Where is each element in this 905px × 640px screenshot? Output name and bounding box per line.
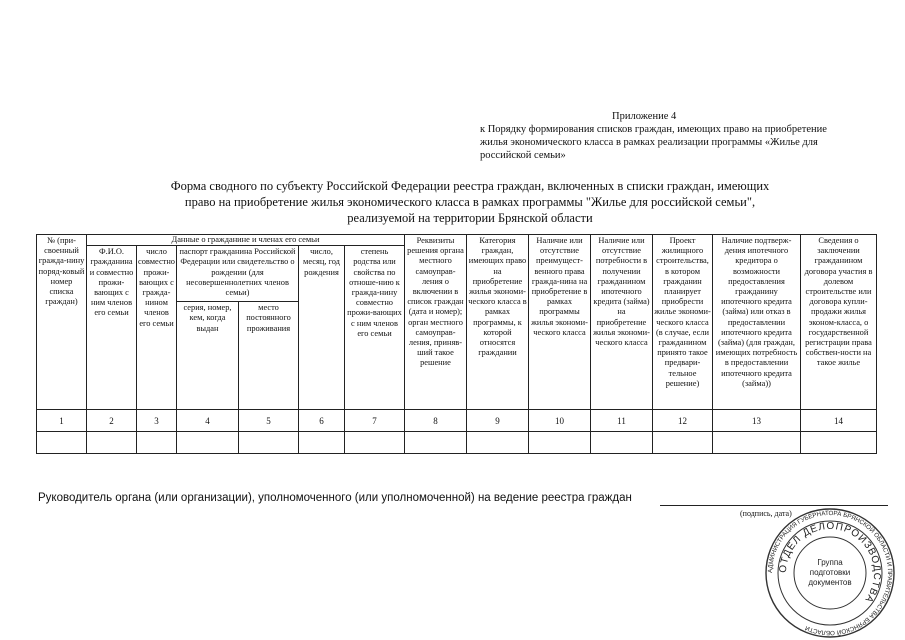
header-passport-series: серия, номер, кем, когда выдан <box>177 302 239 410</box>
column-number: 14 <box>801 410 877 432</box>
header-row-number: № (при-своенный гражда-нину поряд-ковый номер списка граждан) <box>37 235 87 410</box>
stamp-center-line: подготовки <box>809 568 851 577</box>
empty-cell <box>653 432 713 454</box>
empty-cell <box>801 432 877 454</box>
appendix-title: Приложение 4 <box>612 111 677 122</box>
signature-label: Руководитель органа (или организации), уполномоченного (или уполномоченной) на ведение реестра граждан <box>38 492 632 504</box>
empty-cell <box>529 432 591 454</box>
column-number: 3 <box>137 410 177 432</box>
empty-cell <box>405 432 467 454</box>
empty-cell <box>299 432 345 454</box>
form-title-line: право на приобретение жилья экономического класса в рамках программы "Жилье для российской семьи", <box>184 195 756 209</box>
empty-cell <box>37 432 87 454</box>
header-kinship: степень родства или свойства по отноше-нию к гражда-нину совместно прожи-вающих с ним членов его семьи <box>345 246 405 410</box>
stamp-ring-text: ОТДЕЛ ДЕЛОПРОИЗВОДСТВА <box>777 520 883 605</box>
column-number: 11 <box>591 410 653 432</box>
column-number: 10 <box>529 410 591 432</box>
header-mortgage-need: Наличие или отсутствие потребности в получении гражданином ипотечного кредита (займа) на приобретение жилья экономи-ческого класса <box>591 235 653 410</box>
official-stamp <box>760 508 900 638</box>
form-title-line: Форма сводного по субъекту Российской Федерации реестра граждан, включенных в списки граждан, имеющих <box>170 179 770 193</box>
empty-cell <box>345 432 405 454</box>
column-number: 7 <box>345 410 405 432</box>
header-mortgage-confirmation: Наличие подтверж-дения ипотечного кредитора о возможности предоставления гражданину ипотечного кредита (займа) или отказ в предоставлении ипотечного кредита (займа) (для граждан, имеющих потребность в предоставлении ипотечного кредита (займа)) <box>713 235 801 410</box>
form-title <box>120 178 820 226</box>
header-contract-info: Сведения о заключении гражданином договора участия в долевом строительстве или договора купли-продажи жилья эконом-класса, о государственной регистрации права собствен-ности на такое жилье <box>801 235 877 410</box>
header-category: Категория граждан, имеющих право на приобретение жилья экономи-ческого класса в рамках программы, к которой относятся граждании <box>467 235 529 410</box>
header-family-data: Данные о гражданине и членах его семьи <box>87 235 405 246</box>
empty-cell <box>239 432 299 454</box>
header-decision: Реквизиты решения органа местного самоуправ-ления о включении в список граждан (дата и номер); орган местного самоуправ-ления, приняв-ший такое решение <box>405 235 467 410</box>
signature-line <box>660 505 888 506</box>
empty-cell <box>137 432 177 454</box>
column-number: 4 <box>177 410 239 432</box>
column-number: 8 <box>405 410 467 432</box>
stamp-center-line: Группа <box>817 558 843 567</box>
appendix-line: российской семьи» <box>480 150 566 161</box>
header-birth-date: число, месяц, год рождения <box>299 246 345 410</box>
column-number: 6 <box>299 410 345 432</box>
column-number: 5 <box>239 410 299 432</box>
stamp-center-line: документов <box>808 578 852 587</box>
registry-table <box>36 234 877 454</box>
header-family-count: число совместно прожи-вающих с гражда-нином членов его семьи <box>137 246 177 410</box>
empty-cell <box>87 432 137 454</box>
signature-caption: (подпись, дата) <box>740 509 792 518</box>
column-number: 12 <box>653 410 713 432</box>
empty-cell <box>591 432 653 454</box>
header-priority-right: Наличие или отсутствие преимущест-венного права гражда-нина на приобретение в рамках программы жилья экономи-ческого класса <box>529 235 591 410</box>
header-full-name: Ф.И.О. гражданина и совместно прожи-вающих с ним членов его семьи <box>87 246 137 410</box>
appendix-line: к Порядку формирования списков граждан, имеющих право на приобретение <box>480 124 827 135</box>
empty-data-row <box>37 432 877 454</box>
empty-cell <box>713 432 801 454</box>
header-housing-project: Проект жилищного строительства, в котором гражданин планирует приобрести жилье экономи-ческого класса (в случае, если гражданином принято такое предвари-тельное решение) <box>653 235 713 410</box>
empty-cell <box>467 432 529 454</box>
column-number: 13 <box>713 410 801 432</box>
column-number: 2 <box>87 410 137 432</box>
appendix-line: жилья экономического класса в рамках реализации программы «Жилье для <box>480 137 818 148</box>
column-number: 9 <box>467 410 529 432</box>
empty-cell <box>177 432 239 454</box>
header-passport: паспорт гражданина Российской Федерации или свидетельство о рождении (для несовершеннолетних членов семьи) <box>177 246 299 302</box>
form-title-line: реализуемой на территории Брянской области <box>347 211 593 225</box>
header-residence: место постоянного проживания <box>239 302 299 410</box>
appendix-header <box>480 110 890 162</box>
column-number: 1 <box>37 410 87 432</box>
stamp-outer-text: АДМИНИСТРАЦИЯ ГУБЕРНАТОРА БРЯНСКОЙ ОБЛАСТИ И ПРАВИТЕЛЬСТВА БРЯНСКОЙ ОБЛАСТИ <box>766 509 894 637</box>
